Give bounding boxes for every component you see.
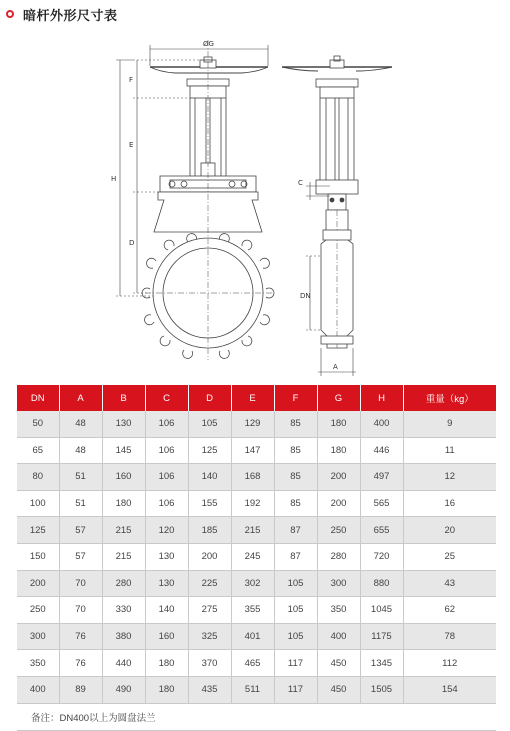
dim-label-a: A xyxy=(333,363,338,371)
column-header: F xyxy=(274,385,317,411)
table-cell: 350 xyxy=(317,597,360,624)
table-cell: 465 xyxy=(231,650,274,677)
table-cell: 89 xyxy=(59,676,102,703)
table-cell: 215 xyxy=(102,543,145,570)
table-cell: 105 xyxy=(274,597,317,624)
table-row xyxy=(17,411,496,437)
table-cell: 48 xyxy=(59,411,102,437)
table-cell: 215 xyxy=(231,517,274,544)
table-cell: 302 xyxy=(231,570,274,597)
dim-label-f: F xyxy=(129,76,134,84)
column-header: A xyxy=(59,385,102,411)
table-cell: 80 xyxy=(17,464,59,491)
column-header: C xyxy=(145,385,188,411)
table-cell: 250 xyxy=(317,517,360,544)
column-header: D xyxy=(188,385,231,411)
table-cell: 355 xyxy=(231,597,274,624)
table-cell: 180 xyxy=(317,411,360,437)
table-cell: 12 xyxy=(403,464,496,491)
table-cell: 1045 xyxy=(360,597,403,624)
table-cell: 87 xyxy=(274,543,317,570)
table-header-row xyxy=(17,385,496,411)
table-cell: 380 xyxy=(102,623,145,650)
table-cell: 400 xyxy=(317,623,360,650)
table-cell: 168 xyxy=(231,464,274,491)
table-cell: 720 xyxy=(360,543,403,570)
table-cell: 85 xyxy=(274,411,317,437)
table-cell: 105 xyxy=(188,411,231,437)
table-cell: 85 xyxy=(274,464,317,491)
table-cell: 880 xyxy=(360,570,403,597)
table-cell: 25 xyxy=(403,543,496,570)
table-row xyxy=(17,597,496,624)
table-cell: 200 xyxy=(317,464,360,491)
table-cell: 76 xyxy=(59,650,102,677)
table-cell: 200 xyxy=(17,570,59,597)
dimension-table xyxy=(17,385,496,731)
table-cell: 225 xyxy=(188,570,231,597)
dim-label-h: H xyxy=(111,175,117,183)
table-cell: 48 xyxy=(59,437,102,464)
table-cell: 200 xyxy=(188,543,231,570)
table-cell: 50 xyxy=(17,411,59,437)
table-cell: 20 xyxy=(403,517,496,544)
table-cell: 565 xyxy=(360,490,403,517)
table-cell: 215 xyxy=(102,517,145,544)
table-row xyxy=(17,437,496,464)
table-cell: 330 xyxy=(102,597,145,624)
table-cell: 62 xyxy=(403,597,496,624)
table-cell: 250 xyxy=(17,597,59,624)
table-cell: 130 xyxy=(145,543,188,570)
table-cell: 130 xyxy=(145,570,188,597)
table-cell: 185 xyxy=(188,517,231,544)
table-cell: 57 xyxy=(59,517,102,544)
table-cell: 200 xyxy=(317,490,360,517)
table-cell: 70 xyxy=(59,597,102,624)
table-cell: 350 xyxy=(17,650,59,677)
table-cell: 280 xyxy=(317,543,360,570)
table-cell: 155 xyxy=(188,490,231,517)
column-header: 重量（kg） xyxy=(403,385,496,411)
table-cell: 1345 xyxy=(360,650,403,677)
table-row xyxy=(17,623,496,650)
table-cell: 140 xyxy=(188,464,231,491)
table-cell: 497 xyxy=(360,464,403,491)
page-title: 暗杆外形尺寸表 xyxy=(23,8,118,24)
table-cell: 76 xyxy=(59,623,102,650)
table-cell: 1175 xyxy=(360,623,403,650)
dim-label-c: C xyxy=(298,179,303,187)
table-cell: 192 xyxy=(231,490,274,517)
table-cell: 87 xyxy=(274,517,317,544)
column-header: E xyxy=(231,385,274,411)
table-cell: 78 xyxy=(403,623,496,650)
table-cell: 490 xyxy=(102,676,145,703)
table-cell: 85 xyxy=(274,490,317,517)
table-cell: 117 xyxy=(274,676,317,703)
dim-label-g: ØG xyxy=(203,40,214,48)
table-row xyxy=(17,543,496,570)
table-cell: 180 xyxy=(145,676,188,703)
table-cell: 147 xyxy=(231,437,274,464)
table-cell: 16 xyxy=(403,490,496,517)
table-cell: 100 xyxy=(17,490,59,517)
table-cell: 325 xyxy=(188,623,231,650)
table-cell: 106 xyxy=(145,464,188,491)
table-cell: 106 xyxy=(145,490,188,517)
column-header: B xyxy=(102,385,145,411)
table-row xyxy=(17,676,496,703)
column-header: DN xyxy=(17,385,59,411)
table-cell: 65 xyxy=(17,437,59,464)
dim-label-d: D xyxy=(129,239,135,247)
table-cell: 106 xyxy=(145,437,188,464)
table-cell: 180 xyxy=(317,437,360,464)
table-note-row xyxy=(17,703,496,730)
table-cell: 129 xyxy=(231,411,274,437)
table-cell: 145 xyxy=(102,437,145,464)
table-cell: 130 xyxy=(102,411,145,437)
table-row xyxy=(17,517,496,544)
table-cell: 655 xyxy=(360,517,403,544)
table-cell: 450 xyxy=(317,650,360,677)
table-cell: 117 xyxy=(274,650,317,677)
table-cell: 300 xyxy=(17,623,59,650)
dim-label-e: E xyxy=(129,141,134,149)
table-cell: 160 xyxy=(102,464,145,491)
table-cell: 51 xyxy=(59,464,102,491)
table-cell: 401 xyxy=(231,623,274,650)
table-cell: 125 xyxy=(17,517,59,544)
table-cell: 9 xyxy=(403,411,496,437)
table-cell: 400 xyxy=(17,676,59,703)
table-cell: 140 xyxy=(145,597,188,624)
table-cell: 446 xyxy=(360,437,403,464)
table-cell: 105 xyxy=(274,570,317,597)
table-cell: 435 xyxy=(188,676,231,703)
table-cell: 43 xyxy=(403,570,496,597)
table-cell: 180 xyxy=(102,490,145,517)
table-cell: 1505 xyxy=(360,676,403,703)
table-cell: 106 xyxy=(145,411,188,437)
column-header: G xyxy=(317,385,360,411)
table-cell: 120 xyxy=(145,517,188,544)
table-cell: 245 xyxy=(231,543,274,570)
table-cell: 105 xyxy=(274,623,317,650)
table-row xyxy=(17,464,496,491)
table-cell: 150 xyxy=(17,543,59,570)
table-row xyxy=(17,490,496,517)
table-cell: 300 xyxy=(317,570,360,597)
table-row xyxy=(17,650,496,677)
table-note: 备注：DN400以上为圆盘法兰 xyxy=(17,703,496,730)
table-cell: 85 xyxy=(274,437,317,464)
table-cell: 370 xyxy=(188,650,231,677)
table-cell: 511 xyxy=(231,676,274,703)
table-cell: 180 xyxy=(145,650,188,677)
dim-label-dn: DN xyxy=(300,292,311,300)
column-header: H xyxy=(360,385,403,411)
table-cell: 275 xyxy=(188,597,231,624)
table-cell: 70 xyxy=(59,570,102,597)
table-cell: 280 xyxy=(102,570,145,597)
table-cell: 154 xyxy=(403,676,496,703)
table-cell: 57 xyxy=(59,543,102,570)
table-cell: 11 xyxy=(403,437,496,464)
table-cell: 160 xyxy=(145,623,188,650)
table-cell: 112 xyxy=(403,650,496,677)
table-cell: 125 xyxy=(188,437,231,464)
table-cell: 51 xyxy=(59,490,102,517)
table-cell: 440 xyxy=(102,650,145,677)
table-cell: 400 xyxy=(360,411,403,437)
table-cell: 450 xyxy=(317,676,360,703)
table-row xyxy=(17,570,496,597)
